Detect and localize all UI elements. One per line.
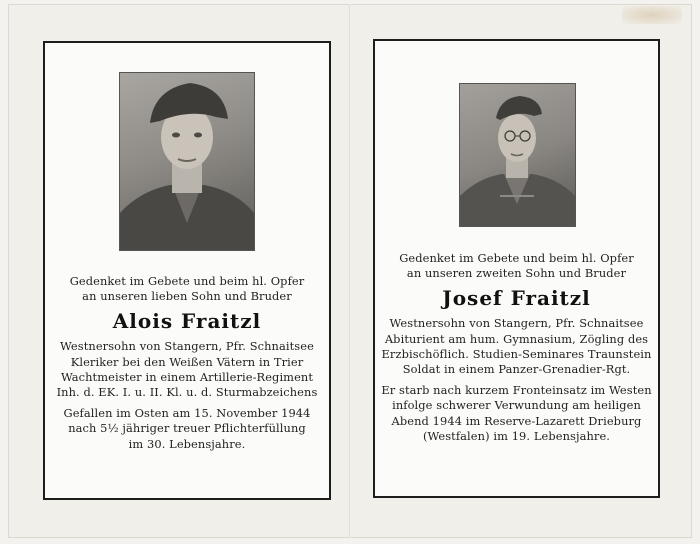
- bio-line: Kleriker bei den Weißen Vätern in Trier: [70, 354, 304, 369]
- bio-line: Westnersohn von Stangern, Pfr. Schnaitsee: [389, 316, 644, 331]
- death-line: infolge schwerer Verwundung am heiligen: [392, 398, 641, 413]
- bio-line: Wachtmeister in einem Artillerie-Regiment: [60, 369, 314, 384]
- deceased-name: Josef Fraitzl: [442, 286, 591, 311]
- right-memorial-text: [375, 251, 658, 444]
- portrait-photo-alois: [119, 72, 255, 251]
- prayer-line: Gedenket im Gebete und beim hl. Opfer: [69, 274, 305, 288]
- bio-line: Inh. d. EK. I. u. II. Kl. u. d. Sturmabzeichens: [56, 385, 318, 400]
- death-line: Er starb nach kurzem Fronteinsatz im Westen: [381, 383, 652, 398]
- death-line: Gefallen im Osten am 15. November 1944: [63, 406, 311, 421]
- bio-line: Soldat in einem Panzer-Grenadier-Rgt.: [402, 362, 631, 377]
- center-fold: [349, 4, 351, 538]
- prayer-line: an unseren zweiten Sohn und Bruder: [406, 266, 627, 281]
- prayer-line: an unseren lieben Sohn und Bruder: [82, 289, 292, 304]
- portrait-photo-josef: [459, 83, 576, 227]
- paper-stain: [622, 6, 682, 24]
- memorial-panel-left: [43, 41, 331, 500]
- bio-line: Erzbischöflich. Studien-Seminares Traunstein: [381, 346, 652, 361]
- soldier-portrait-icon: [460, 84, 575, 226]
- bio-line: Westnersohn von Stangern, Pfr. Schnaitsee: [60, 339, 314, 354]
- death-line: im 30. Lebensjahre.: [128, 436, 246, 451]
- soldier-portrait-icon: [120, 73, 254, 250]
- deceased-name: Alois Fraitzl: [112, 309, 262, 334]
- left-memorial-text: [45, 274, 329, 452]
- death-line: (Westfalen) im 19. Lebensjahre.: [422, 428, 611, 443]
- prayer-line: Gedenket im Gebete und beim hl. Opfer: [399, 251, 634, 265]
- bio-line: Abiturient am hum. Gymnasium, Zögling des: [384, 331, 649, 346]
- memorial-panel-right: [373, 39, 660, 498]
- death-line: Abend 1944 im Reserve-Lazarett Drieburg: [391, 413, 642, 428]
- death-line: nach 5½ jähriger treuer Pflichterfüllung: [68, 421, 306, 436]
